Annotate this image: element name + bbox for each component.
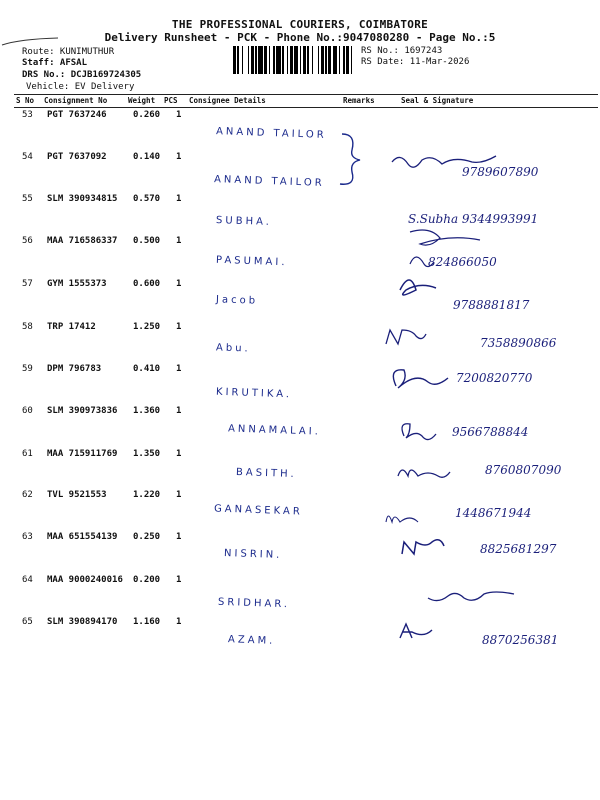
row-pcs: 1 <box>176 236 182 246</box>
col-signature: Seal & Signature <box>401 96 474 105</box>
handwritten-signature: 9788881817 <box>453 298 530 312</box>
row-weight: 0.260 <box>133 110 161 120</box>
header-top-rule <box>14 94 598 95</box>
row-pcs: 1 <box>176 617 182 627</box>
row-sno: 58 <box>22 322 33 332</box>
row-weight: 1.360 <box>133 406 161 416</box>
drs-label: DRS No.: DCJB169724305 <box>22 70 142 80</box>
row-sno: 65 <box>22 617 33 627</box>
row-pcs: 1 <box>176 279 182 289</box>
barcode-image <box>233 46 357 74</box>
row-pcs: 1 <box>176 152 182 162</box>
handwritten-consignee: ANAND TAILOR <box>213 174 325 189</box>
handwritten-consignee: SUBHA. <box>215 215 273 228</box>
col-consignee: Consignee Details <box>189 96 266 105</box>
handwritten-signature: 9789607890 <box>462 165 539 179</box>
row-sno: 54 <box>22 152 33 162</box>
handwritten-consignee: KIRUTIKA. <box>215 386 293 401</box>
row-pcs: 1 <box>176 406 182 416</box>
col-sno: S No <box>16 96 35 105</box>
row-pcs: 1 <box>176 364 182 374</box>
col-pcs: PCS <box>164 96 178 105</box>
row-weight: 0.500 <box>133 236 161 246</box>
handwritten-consignee: ANAND TAILOR <box>215 126 327 141</box>
row-consignment: DPM 796783 <box>47 364 102 374</box>
row-consignment: SLM 390894170 <box>47 617 118 627</box>
row-weight: 1.350 <box>133 449 161 459</box>
row-sno: 55 <box>22 194 33 204</box>
row-pcs: 1 <box>176 110 182 120</box>
row-pcs: 1 <box>176 532 182 542</box>
handwritten-signature: 9566788844 <box>452 425 529 439</box>
col-remarks: Remarks <box>343 96 375 105</box>
brace-mark <box>338 130 368 194</box>
handwritten-consignee: PASUMAI. <box>215 254 288 269</box>
handwritten-consignee: GANASEKAR <box>213 503 303 518</box>
handwritten-consignee: BASITH. <box>235 466 297 481</box>
row-consignment: SLM 390973836 <box>47 406 118 416</box>
row-pcs: 1 <box>176 449 182 459</box>
col-weight: Weight <box>128 96 156 105</box>
row-pcs: 1 <box>176 194 182 204</box>
row-consignment: MAA 9000240016 <box>47 575 123 585</box>
row-sno: 64 <box>22 575 33 585</box>
row-weight: 0.570 <box>133 194 161 204</box>
document-subtitle: Delivery Runsheet - PCK - Phone No.:9047080280 - Page No.:5 <box>104 31 496 44</box>
row-sno: 53 <box>22 110 33 120</box>
handwritten-signature: S.Subha 9344993991 <box>408 212 539 226</box>
handwritten-signature: 824866050 <box>428 255 497 269</box>
handwritten-consignee: Jacob <box>215 294 259 307</box>
row-sno: 56 <box>22 236 33 246</box>
handwritten-consignee: SRIDHAR. <box>217 596 291 611</box>
row-sno: 61 <box>22 449 33 459</box>
vehicle-label: Vehicle: EV Delivery <box>26 82 135 92</box>
row-sno: 63 <box>22 532 33 542</box>
row-consignment: PGT 7637246 <box>47 110 107 120</box>
header-bottom-rule <box>14 107 598 108</box>
row-sno: 60 <box>22 406 33 416</box>
handwritten-signature: 8825681297 <box>480 542 557 556</box>
row-weight: 0.140 <box>133 152 161 162</box>
row-pcs: 1 <box>176 490 182 500</box>
row-consignment: MAA 716586337 <box>47 236 118 246</box>
row-sno: 57 <box>22 279 33 289</box>
staff-label: Staff: AFSAL <box>22 58 88 68</box>
row-consignment: MAA 715911769 <box>47 449 118 459</box>
handwritten-consignee: ANNAMALAI. <box>227 423 322 438</box>
row-pcs: 1 <box>176 575 182 585</box>
rs-date: RS Date: 11-Mar-2026 <box>361 57 470 67</box>
handwritten-signature: 8870256381 <box>482 633 559 647</box>
row-weight: 1.250 <box>133 322 161 332</box>
row-consignment: TVL 9521553 <box>47 490 107 500</box>
document-title: THE PROFESSIONAL COURIERS, COIMBATORE <box>171 18 429 31</box>
row-consignment: MAA 651554139 <box>47 532 118 542</box>
col-consignment: Consignment No <box>44 96 108 105</box>
handwritten-signature: 7200820770 <box>456 371 533 385</box>
handwritten-signature: 1448671944 <box>455 506 532 520</box>
row-pcs: 1 <box>176 322 182 332</box>
row-weight: 1.160 <box>133 617 161 627</box>
row-weight: 0.410 <box>133 364 161 374</box>
handwritten-consignee: NISRIN. <box>223 547 283 562</box>
row-weight: 0.200 <box>133 575 161 585</box>
row-consignment: GYM 1555373 <box>47 279 107 289</box>
row-consignment: TRP 17412 <box>47 322 96 332</box>
handwritten-consignee: AZAM. <box>227 634 276 647</box>
row-weight: 0.600 <box>133 279 161 289</box>
row-weight: 0.250 <box>133 532 161 542</box>
route-label: Route: KUNIMUTHUR <box>22 47 115 57</box>
row-sno: 59 <box>22 364 33 374</box>
handwritten-signature: 7358890866 <box>480 336 557 350</box>
handwritten-consignee: Abu. <box>215 342 251 355</box>
row-consignment: SLM 390934815 <box>47 194 118 204</box>
row-consignment: PGT 7637092 <box>47 152 107 162</box>
row-sno: 62 <box>22 490 33 500</box>
handwritten-signature: 8760807090 <box>485 463 562 477</box>
row-weight: 1.220 <box>133 490 161 500</box>
signature-scribbles <box>370 140 595 664</box>
rs-number: RS No.: 1697243 <box>361 46 443 56</box>
